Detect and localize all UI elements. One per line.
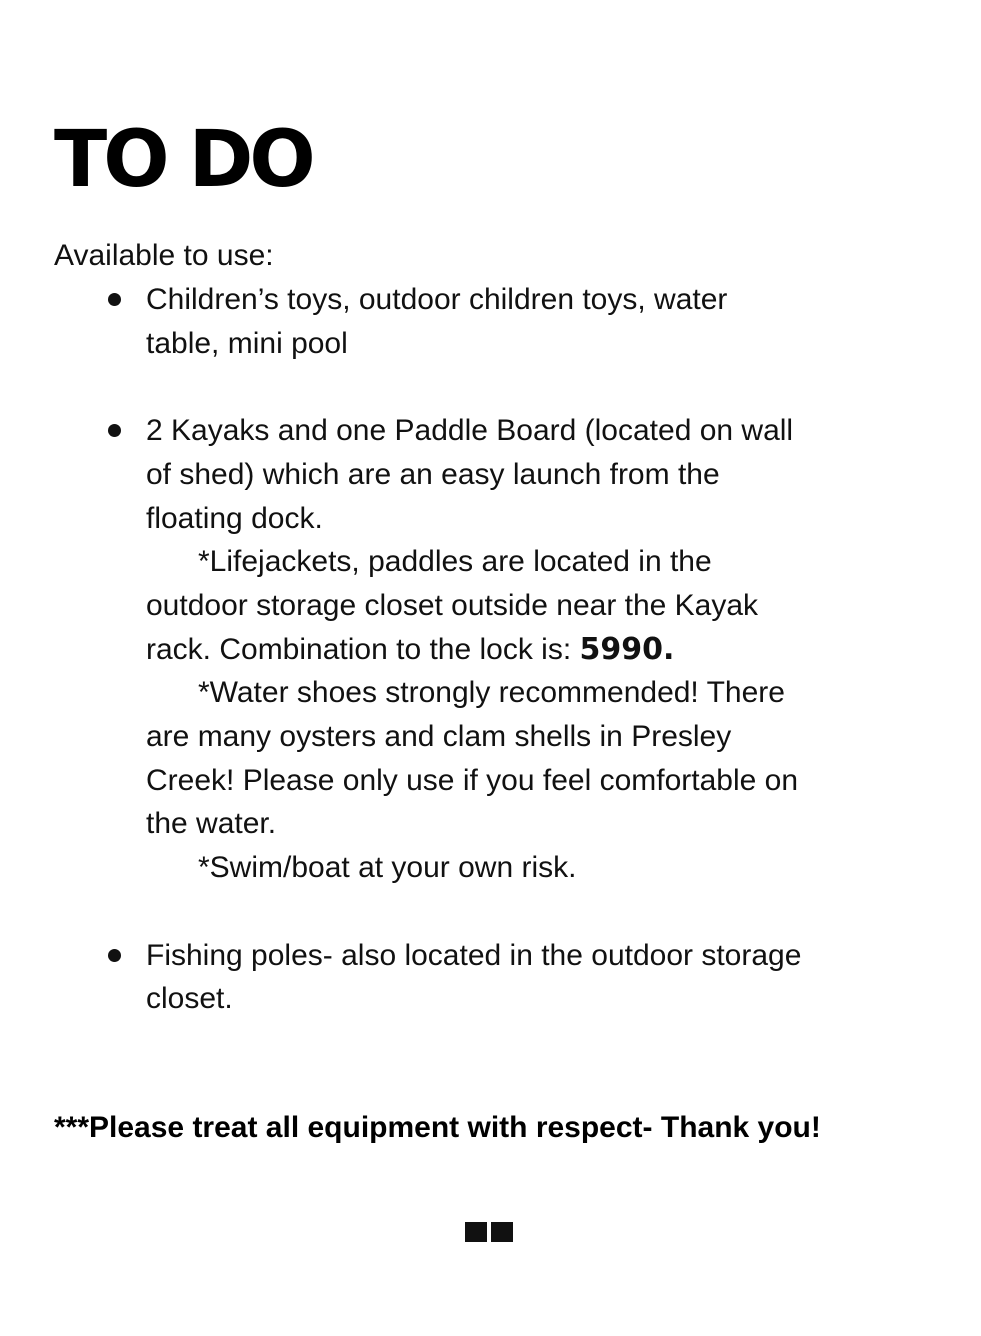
water-shoes-note: *Water shoes strongly recommended! There [198,676,785,710]
list-item-kayaks [146,409,936,890]
item-text-line: floating dock. [146,501,323,535]
item-text-line: Children’s toys, outdoor children toys, water [146,283,728,316]
item-text-line: table, mini pool [146,326,348,360]
item-text-line: closet. [146,982,233,1016]
water-shoes-note-line: Creek! Please only use if you feel comfortable on [146,763,799,797]
item-text-line: of shed) which are an easy launch from the [146,457,720,491]
lifejackets-note: *Lifejackets, paddles are located in the [198,545,712,579]
page-title: TO DO [54,115,312,205]
water-shoes-note-line: are many oysters and clam shells in Presley [146,720,732,754]
item-text-line: 2 Kayaks and one Paddle Board (located on wall [146,414,794,448]
water-shoes-note-line: the water. [146,807,277,841]
lifejackets-note-line: outdoor storage closet outside near the Kayak [146,588,759,622]
risk-note: *Swim/boat at your own risk. [198,851,577,885]
footer-note: ***Please treat all equipment with respect- Thank you! [54,1111,821,1144]
list-item-fishing-poles [146,934,936,1021]
bullet-icon [108,424,121,437]
bullet-icon [108,949,121,962]
item-text-line: Fishing poles- also located in the outdoor storage [146,938,802,972]
end-mark-square-left [465,1222,487,1242]
equipment-list [146,278,936,1065]
bullet-icon [108,293,121,306]
intro-text: Available to use: [54,239,274,272]
lock-combination-code: 5990. [579,631,675,667]
list-item-toys [146,278,936,365]
lock-combination-label: rack. Combination to the lock is: [146,632,580,666]
lock-combination-line [146,628,936,672]
end-mark-icon [465,1222,513,1242]
end-mark-square-right [491,1222,513,1242]
